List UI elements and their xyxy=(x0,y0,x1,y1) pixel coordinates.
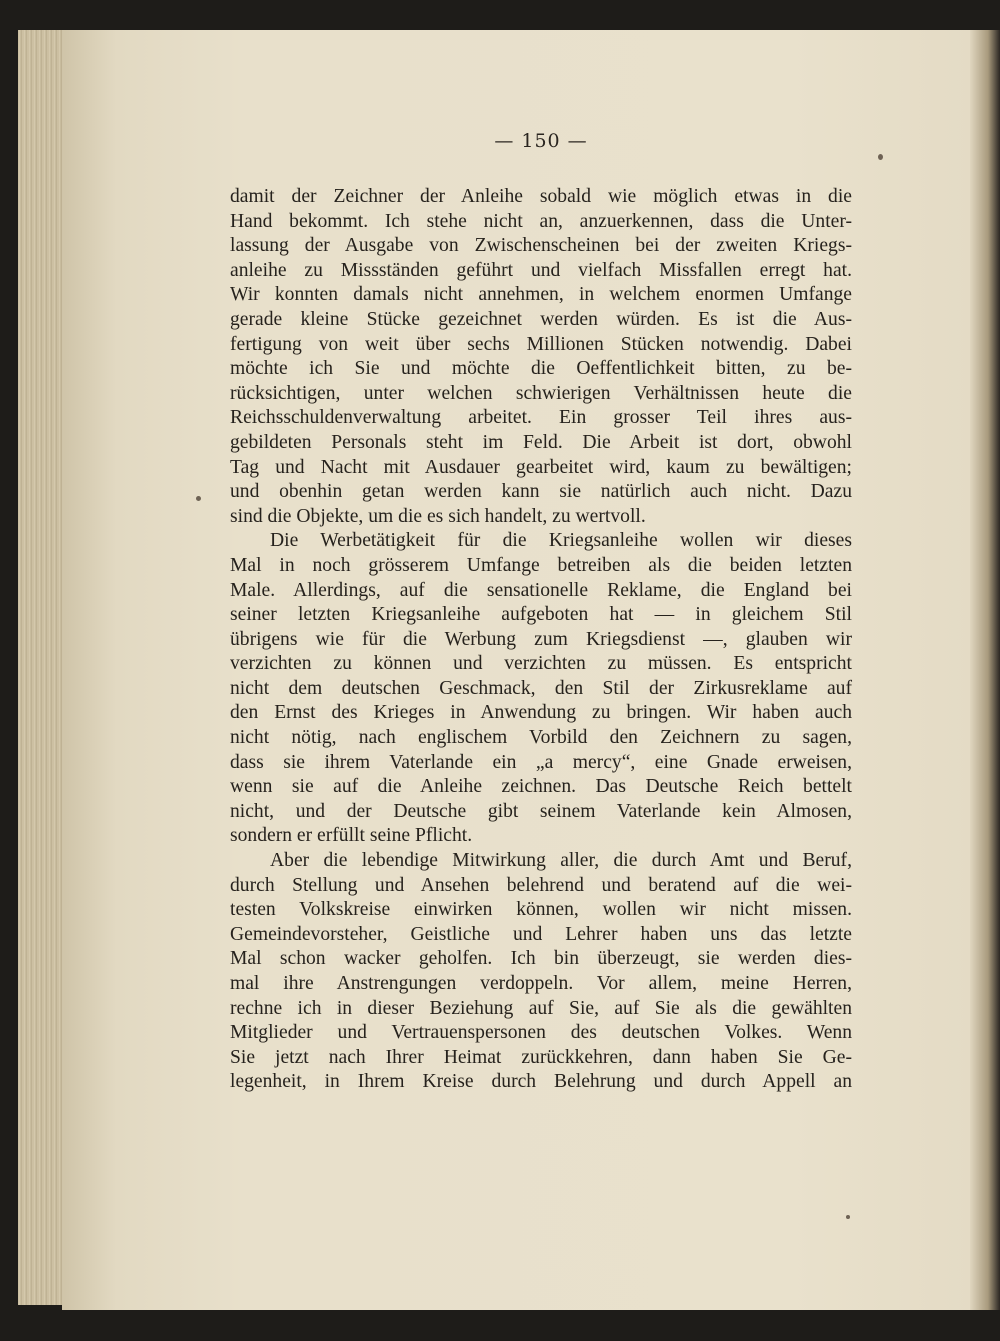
text-line: nicht, und der Deutsche gibt seinem Vaterlande kein Almosen, xyxy=(230,800,852,822)
text-line: fertigung von weit über sechs Millionen Stücken notwendig. Dabei xyxy=(230,333,852,355)
text-line: Tag und Nacht mit Ausdauer gearbeitet wird, kaum zu bewältigen; xyxy=(230,456,852,478)
text-line: rücksichtigen, unter welchen schwierigen Verhältnissen heute die xyxy=(230,382,852,404)
text-line: wenn sie auf die Anleihe zeichnen. Das Deutsche Reich bettelt xyxy=(230,776,852,798)
text-line: lassung der Ausgabe von Zwischenscheinen bei der zweiten Kriegs- xyxy=(230,235,852,257)
ink-speck xyxy=(878,154,883,160)
text-line: Mitglieder und Vertrauenspersonen des deutschen Volkes. Wenn xyxy=(230,1022,852,1044)
text-line: Hand bekommt. Ich stehe nicht an, anzuerkennen, dass die Unter- xyxy=(230,210,852,232)
text-line: gebildeten Personals steht im Feld. Die Arbeit ist dort, obwohl xyxy=(230,431,852,453)
text-line: Mal in noch grösserem Umfange betreiben als die beiden letzten xyxy=(230,554,852,576)
text-line: Die Werbetätigkeit für die Kriegsanleihe wollen wir dieses xyxy=(270,530,852,552)
text-line: Male. Allerdings, auf die sensationelle Reklame, die England bei xyxy=(230,579,852,601)
text-line: anleihe zu Missständen geführt und vielfach Missfallen erregt hat. xyxy=(230,259,852,281)
text-line: den Ernst des Krieges in Anwendung zu bringen. Wir haben auch xyxy=(230,702,852,724)
text-line: testen Volkskreise einwirken können, wollen wir nicht missen. xyxy=(230,899,852,921)
text-line: sondern er erfüllt seine Pflicht. xyxy=(230,825,473,847)
text-line: nicht dem deutschen Geschmack, den Stil der Zirkusreklame auf xyxy=(230,677,852,699)
text-line: damit der Zeichner der Anleihe sobald wie möglich etwas in die xyxy=(230,186,852,207)
text-line: verzichten zu können und verzichten zu müssen. Es entspricht xyxy=(230,653,852,675)
ink-speck xyxy=(196,496,201,501)
text-line: und obenhin getan werden kann sie natürlich auch nicht. Dazu xyxy=(230,481,852,503)
text-line: gerade kleine Stücke gezeichnet werden würden. Es ist die Aus- xyxy=(230,308,852,330)
text-line: durch Stellung und Ansehen belehrend und beratend auf die wei- xyxy=(230,874,852,896)
text-line: Gemeindevorsteher, Geistliche und Lehrer haben uns das letzte xyxy=(230,923,852,945)
text-line: Reichsschuldenverwaltung arbeitet. Ein grosser Teil ihres aus- xyxy=(230,407,852,429)
text-line: übrigens wie für die Werbung zum Kriegsdienst —, glauben wir xyxy=(230,628,852,650)
ink-speck xyxy=(846,1215,850,1219)
text-line: Wir konnten damals nicht annehmen, in welchem enormen Umfange xyxy=(230,284,852,306)
text-line: legenheit, in Ihrem Kreise durch Belehrung und durch Appell an xyxy=(230,1071,852,1093)
text-line: Mal schon wacker geholfen. Ich bin überzeugt, sie werden dies- xyxy=(230,948,852,970)
text-line: Sie jetzt nach Ihrer Heimat zurückkehren, dann haben Sie Ge- xyxy=(230,1046,852,1068)
body-text xyxy=(230,185,852,1095)
text-line: möchte ich Sie und möchte die Oeffentlichkeit bitten, zu be- xyxy=(230,358,852,380)
text-line: rechne ich in dieser Beziehung auf Sie, auf Sie als die gewählten xyxy=(230,997,852,1019)
text-line: sind die Objekte, um die es sich handelt, zu wertvoll. xyxy=(230,505,646,527)
text-line: seiner letzten Kriegsanleihe aufgeboten hat — in gleichem Stil xyxy=(230,604,852,626)
text-line: dass sie ihrem Vaterlande ein „a mercy“, eine Gnade erweisen, xyxy=(230,751,852,773)
text-line: mal ihre Anstrengungen verdoppeln. Vor allem, meine Herren, xyxy=(230,973,852,994)
page-right-edge xyxy=(970,30,1000,1310)
page-number: — 150 — xyxy=(494,130,588,152)
text-line: nicht nötig, nach englischem Vorbild den Zeichnern zu sagen, xyxy=(230,727,852,749)
text-line: Aber die lebendige Mitwirkung aller, die durch Amt und Beruf, xyxy=(270,850,852,872)
